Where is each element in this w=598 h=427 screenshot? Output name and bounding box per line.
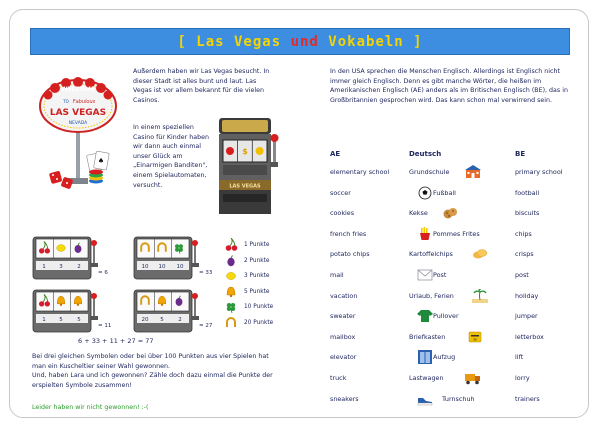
vocab-ae: french fries xyxy=(330,229,367,238)
vocab-be: letterbox xyxy=(515,332,544,341)
school-icon xyxy=(465,164,481,183)
football-icon xyxy=(417,185,433,204)
slot-value: 5 xyxy=(160,317,164,323)
vocab-ae: soccer xyxy=(330,188,351,197)
intro-paragraph: Außerdem haben wir Las Vegas besucht. In dieser Stadt ist alles bunt und laut. Las Vegas ist vor allem bekannt für die vielen Casinos. xyxy=(133,68,270,104)
slot-machine-illustration xyxy=(215,116,283,216)
vocab-deutsch: Turnschuh xyxy=(442,394,475,403)
title-bracket-close: ] xyxy=(413,33,423,50)
horseshoe-icon xyxy=(224,316,238,330)
vocab-ae: elementary school xyxy=(330,168,390,176)
header-ae: AE xyxy=(330,150,341,158)
result-text: Leider haben wir nicht gewonnen! :-( xyxy=(32,404,149,411)
plum-icon xyxy=(224,254,238,268)
slot-value: 10 xyxy=(158,264,166,270)
vocab-ae: cookies xyxy=(330,209,355,218)
points-label: 3 Punkte xyxy=(244,273,270,279)
slot-total: = 11 xyxy=(98,323,112,329)
vocab-deutsch: Briefkasten xyxy=(409,332,446,341)
vocab-deutsch: Pullover xyxy=(433,312,459,321)
slot-game-1 xyxy=(32,236,118,282)
letter-icon xyxy=(417,267,433,286)
slot-total: = 33 xyxy=(199,270,213,276)
slot-value: 10 xyxy=(141,264,149,270)
sign-to: TO xyxy=(63,99,69,104)
slot-game-4 xyxy=(133,289,219,335)
vocab-be: biscuits xyxy=(515,209,540,218)
rules-paragraph: Bei drei gleichen Symbolen oder bei über 100 Punkten aus vier Spielen hat man ein Kuscheltier seiner Wahl gewonnen. Und, haben Lara und ich gewonnen? Zähle doch dazu einmal die Punkte der erspielten Symbole zusammen! xyxy=(32,353,273,389)
lemon-icon xyxy=(224,269,238,283)
sign-fabulous: Fabulous xyxy=(72,99,96,105)
vocab-deutsch: Pommes Frites xyxy=(433,229,480,238)
beach-icon xyxy=(472,288,488,307)
points-label: 2 Punkte xyxy=(244,257,270,264)
chips-icon xyxy=(472,246,488,265)
sweater-icon xyxy=(417,308,433,327)
sum-line: 6 + 33 + 11 + 27 = 77 xyxy=(78,337,154,345)
vocab-deutsch: Kartoffelchips xyxy=(409,250,453,259)
vocab-be: crisps xyxy=(515,250,534,259)
vocab-be: football xyxy=(515,188,540,197)
slot-value: 10 xyxy=(176,264,184,270)
clover-icon xyxy=(224,300,238,314)
playing-cards-icon xyxy=(86,151,109,172)
casino-paragraph: In einem speziellen Casino für Kinder haben wir dann auch einmal unser Glück am „Einarmigen Banditen", einem Spielautomaten, versucht. xyxy=(133,124,209,189)
vocab-ae: sweater xyxy=(330,312,356,321)
points-label: 5 Punkte xyxy=(244,288,270,295)
english-intro-paragraph: In den USA sprechen die Menschen Englisch. Allerdings ist Englisch nicht immer gleich Englisch. Denn es gibt manche Wörter, die heißen im Amerikanischen Englisch (AE) anders als im Britischen Englisch (BE), das in Großbritannien gesprochen wird. Das kann schon mal verwirrend sein. xyxy=(330,68,568,104)
sign-las-vegas: LAS VEGAS xyxy=(49,108,107,118)
vocab-deutsch: Aufzug xyxy=(433,353,456,362)
header-deutsch: Deutsch xyxy=(409,150,442,158)
svg-text:♠: ♠ xyxy=(97,157,105,165)
vocab-be: jumper xyxy=(515,312,538,321)
vocab-be: primary school xyxy=(515,168,563,176)
vocab-be: holiday xyxy=(515,291,539,300)
las-vegas-sign-illustration xyxy=(38,68,118,200)
vocab-ae: mailbox xyxy=(330,332,356,341)
slot-game-2 xyxy=(133,236,219,282)
slot-value: 1 xyxy=(42,317,46,323)
vocab-deutsch: Lastwagen xyxy=(409,374,444,382)
elevator-icon xyxy=(417,349,433,368)
header-be: BE xyxy=(515,150,526,158)
bell-icon xyxy=(224,285,238,299)
vocab-ae: elevator xyxy=(330,353,357,362)
cherry-icon xyxy=(224,238,238,252)
title-bracket-open: [ xyxy=(177,33,187,50)
vocab-deutsch: Urlaub, Ferien xyxy=(409,291,454,300)
vocab-be: post xyxy=(515,271,529,279)
slot-value: 2 xyxy=(77,264,81,270)
fries-icon xyxy=(417,226,433,245)
sign-nevada: NEVADA xyxy=(68,121,88,126)
vocab-deutsch: Grundschule xyxy=(409,168,450,176)
title-banner xyxy=(30,28,570,55)
title-und: und xyxy=(290,33,319,50)
vocab-be: chips xyxy=(515,229,532,238)
machine-sign: LAS VEGAS xyxy=(229,183,261,190)
slot-value: 5 xyxy=(77,317,81,323)
svg-text:$: $ xyxy=(242,147,248,156)
vocab-deutsch: Fußball xyxy=(433,188,456,197)
vocab-be: trainers xyxy=(515,394,540,403)
vocab-ae: sneakers xyxy=(330,394,359,403)
vocab-ae: potato chips xyxy=(330,250,370,259)
slot-value: 3 xyxy=(59,264,63,270)
slot-total: = 27 xyxy=(199,323,213,329)
cookies-icon xyxy=(442,205,458,224)
vocab-deutsch: Kekse xyxy=(409,209,428,218)
slot-game-3 xyxy=(32,289,118,335)
sneaker-icon xyxy=(417,391,433,410)
vocab-ae: truck xyxy=(330,374,347,382)
points-label: 10 Punkte xyxy=(244,304,274,310)
title-las-vegas: Las Vegas xyxy=(196,33,282,50)
mailbox-icon xyxy=(467,329,483,348)
dice-icon xyxy=(49,171,74,190)
vocab-ae: mail xyxy=(330,271,344,279)
slot-value: 1 xyxy=(42,264,46,270)
worksheet-page xyxy=(9,9,589,418)
sign-welcome: WELCOME xyxy=(60,86,96,93)
poker-chips-icon xyxy=(89,170,103,184)
vocab-deutsch: Post xyxy=(433,271,447,279)
vocab-ae: vacation xyxy=(330,291,358,300)
slot-value: 5 xyxy=(59,317,63,323)
slot-value: 2 xyxy=(178,317,182,323)
points-label: 1 Punkte xyxy=(244,242,270,248)
truck-icon xyxy=(465,370,481,389)
title-vokabeln: Vokabeln xyxy=(328,33,404,50)
slot-value: 20 xyxy=(141,317,149,323)
points-label: 20 Punkte xyxy=(244,319,274,326)
vocab-be: lorry xyxy=(515,374,530,382)
svg-text:✉: ✉ xyxy=(473,336,477,342)
slot-total: = 6 xyxy=(98,270,108,276)
vocab-be: lift xyxy=(515,353,524,362)
